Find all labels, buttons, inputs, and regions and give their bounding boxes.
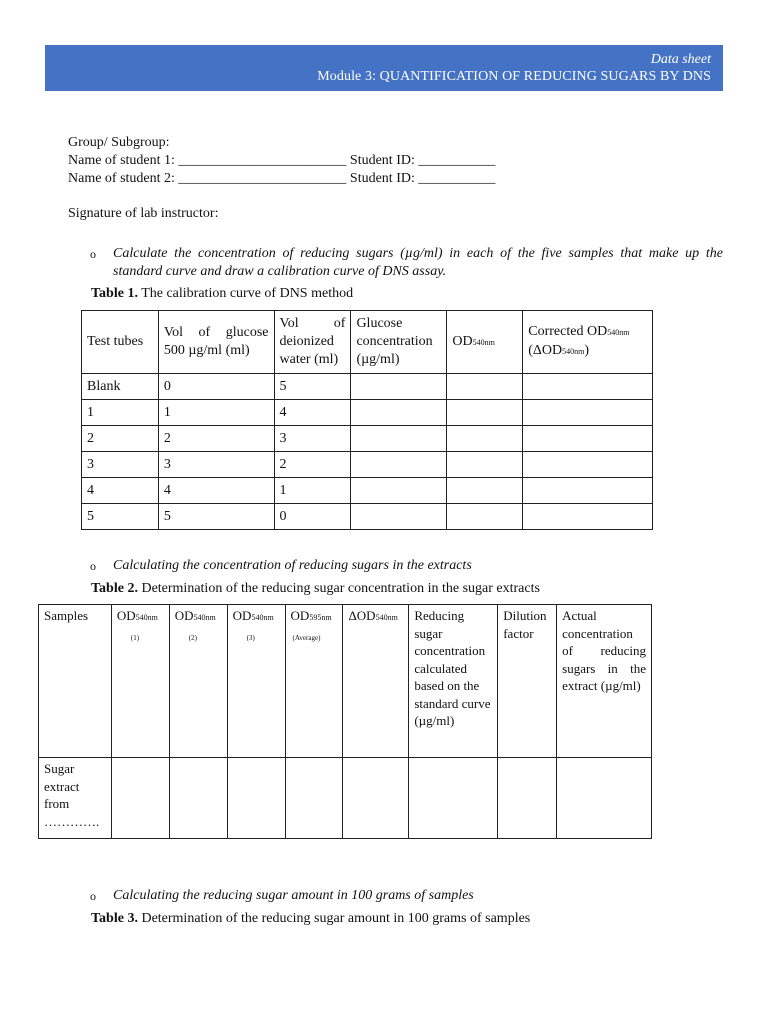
header-vol-water: Vol of deionized water (ml)	[274, 311, 351, 374]
cell-empty[interactable]	[557, 758, 652, 839]
cell-empty[interactable]	[351, 374, 447, 400]
cell-empty[interactable]	[523, 478, 653, 504]
bullet-marker: o	[90, 559, 96, 573]
calibration-table	[81, 310, 653, 530]
cell-vol-water: 1	[274, 478, 351, 504]
cell-empty[interactable]	[447, 374, 523, 400]
cell-vol-glucose: 4	[158, 478, 274, 504]
table-row	[82, 478, 653, 504]
header-od540-3	[227, 605, 285, 758]
delta-od-subscript: 540nm	[562, 347, 585, 356]
delta-od-close: )	[584, 343, 590, 358]
table-row	[82, 400, 653, 426]
cell-empty[interactable]	[351, 400, 447, 426]
page-header-banner	[45, 45, 723, 91]
average-label: (Average)	[292, 633, 321, 642]
cell-empty[interactable]	[343, 758, 409, 839]
table-row	[82, 374, 653, 400]
cell-vol-glucose: 2	[158, 426, 274, 452]
delta-od-subscript: 540nm	[375, 613, 398, 622]
cell-empty[interactable]	[523, 504, 653, 530]
cell-empty[interactable]	[447, 478, 523, 504]
cell-vol-glucose: 3	[158, 452, 274, 478]
header-test-tubes: Test tubes	[82, 311, 159, 374]
cell-empty[interactable]	[447, 426, 523, 452]
header-actual-concentration: Actual concentration of reducing sugars in the extract (µg/ml)	[557, 605, 652, 758]
cell-vol-water: 4	[274, 400, 351, 426]
cell-empty[interactable]	[351, 504, 447, 530]
cell-empty[interactable]	[498, 758, 557, 839]
cell-empty[interactable]	[447, 504, 523, 530]
cell-vol-water: 5	[274, 374, 351, 400]
cell-empty[interactable]	[523, 374, 653, 400]
cell-tube: 2	[82, 426, 159, 452]
cell-tube: 5	[82, 504, 159, 530]
table3-caption-text: Determination of the reducing sugar amount in 100 grams of samples	[137, 911, 531, 926]
table-row	[82, 426, 653, 452]
cell-empty[interactable]	[409, 758, 498, 839]
table-header-row	[82, 311, 653, 374]
od-label: OD	[174, 608, 194, 623]
cell-vol-water: 3	[274, 426, 351, 452]
cell-tube: 4	[82, 478, 159, 504]
od-label: OD	[290, 608, 310, 623]
od-label: OD	[452, 333, 473, 349]
section2-instruction-text: Calculating the concentration of reducing sugars in the extracts	[113, 558, 472, 573]
delta-od-label: ΔOD	[348, 608, 376, 623]
table2-caption-text: Determination of the reducing sugar concentration in the sugar extracts	[137, 581, 540, 596]
header-od595-average	[285, 605, 343, 758]
table-row	[39, 758, 652, 839]
bullet-marker: o	[90, 247, 96, 261]
signature-field: Signature of lab instructor:	[68, 206, 219, 221]
cell-empty[interactable]	[351, 478, 447, 504]
sample-label-text: Sugar extract from	[44, 761, 80, 811]
od-label: OD	[232, 608, 252, 623]
cell-empty[interactable]	[169, 758, 227, 839]
header-corrected-od	[523, 311, 653, 374]
corrected-od-subscript: 540nm	[607, 328, 630, 337]
cell-empty[interactable]	[447, 452, 523, 478]
table-row	[82, 504, 653, 530]
extract-concentration-table	[38, 604, 652, 839]
table1-caption-text: The calibration curve of DNS method	[137, 286, 354, 301]
od-subscript: 540nm	[251, 613, 274, 622]
cell-tube: Blank	[82, 374, 159, 400]
header-od540-1	[111, 605, 169, 758]
delta-od-open: (ΔOD	[528, 343, 563, 358]
replicate-label: (2)	[188, 633, 197, 642]
od-subscript: 540nm	[472, 337, 495, 347]
header-module-title: Module 3: QUANTIFICATION OF REDUCING SUGARS BY DNS	[317, 69, 711, 84]
student1-field: Name of student 1: ________________________ Student ID: ___________	[68, 153, 496, 168]
cell-vol-glucose: 0	[158, 374, 274, 400]
table-header-row	[39, 605, 652, 758]
cell-tube: 1	[82, 400, 159, 426]
cell-vol-glucose: 5	[158, 504, 274, 530]
cell-vol-water: 2	[274, 452, 351, 478]
table2-caption-label: Table 2.	[91, 581, 138, 596]
cell-empty[interactable]	[523, 400, 653, 426]
cell-tube: 3	[82, 452, 159, 478]
sample-dots: ………….	[44, 813, 100, 829]
cell-empty[interactable]	[447, 400, 523, 426]
header-delta-od	[343, 605, 409, 758]
student-info-block	[68, 134, 495, 188]
header-vol-glucose: Vol of glucose 500 µg/ml (ml)	[158, 311, 274, 374]
header-doc-type: Data sheet	[650, 52, 711, 67]
table-row	[82, 452, 653, 478]
od-subscript: 540nm	[193, 613, 216, 622]
cell-empty[interactable]	[351, 452, 447, 478]
cell-empty[interactable]	[227, 758, 285, 839]
od-label: OD	[116, 608, 136, 623]
group-field: Group/ Subgroup:	[68, 135, 170, 150]
header-dilution-factor: Dilution factor	[498, 605, 557, 758]
table3-caption	[91, 910, 530, 928]
cell-empty[interactable]	[523, 452, 653, 478]
cell-vol-glucose: 1	[158, 400, 274, 426]
table1-caption	[91, 285, 353, 303]
student2-field: Name of student 2: ________________________ Student ID: ___________	[68, 171, 496, 186]
header-glucose-conc: Glucose concentration (µg/ml)	[351, 311, 447, 374]
header-reducing-sugar: Reducing sugar concentration calculated based on the standard curve (µg/ml)	[409, 605, 498, 758]
section1-instruction-text: Calculate the concentration of reducing sugars (µg/ml) in each of the five samples that make up the standard curve and draw a calibration curve of DNS assay.	[113, 246, 723, 279]
table3-caption-label: Table 3.	[91, 911, 138, 926]
cell-sample-label	[39, 758, 112, 839]
cell-empty[interactable]	[285, 758, 343, 839]
replicate-label: (1)	[130, 633, 140, 642]
od-subscript: 595nm	[309, 613, 332, 622]
bullet-marker: o	[90, 889, 96, 903]
od-subscript: 540nm	[135, 613, 158, 622]
cell-empty[interactable]	[523, 426, 653, 452]
header-samples: Samples	[39, 605, 112, 758]
header-od540	[447, 311, 523, 374]
cell-empty[interactable]	[351, 426, 447, 452]
table1-caption-label: Table 1.	[91, 286, 138, 301]
section1-instruction	[90, 245, 723, 285]
cell-vol-water: 0	[274, 504, 351, 530]
section3-instruction-text: Calculating the reducing sugar amount in 100 grams of samples	[113, 888, 474, 903]
header-od540-2	[169, 605, 227, 758]
replicate-label: (3)	[246, 633, 255, 642]
cell-empty[interactable]	[111, 758, 169, 839]
corrected-od-label: Corrected OD	[528, 324, 608, 339]
table2-caption	[91, 580, 540, 598]
